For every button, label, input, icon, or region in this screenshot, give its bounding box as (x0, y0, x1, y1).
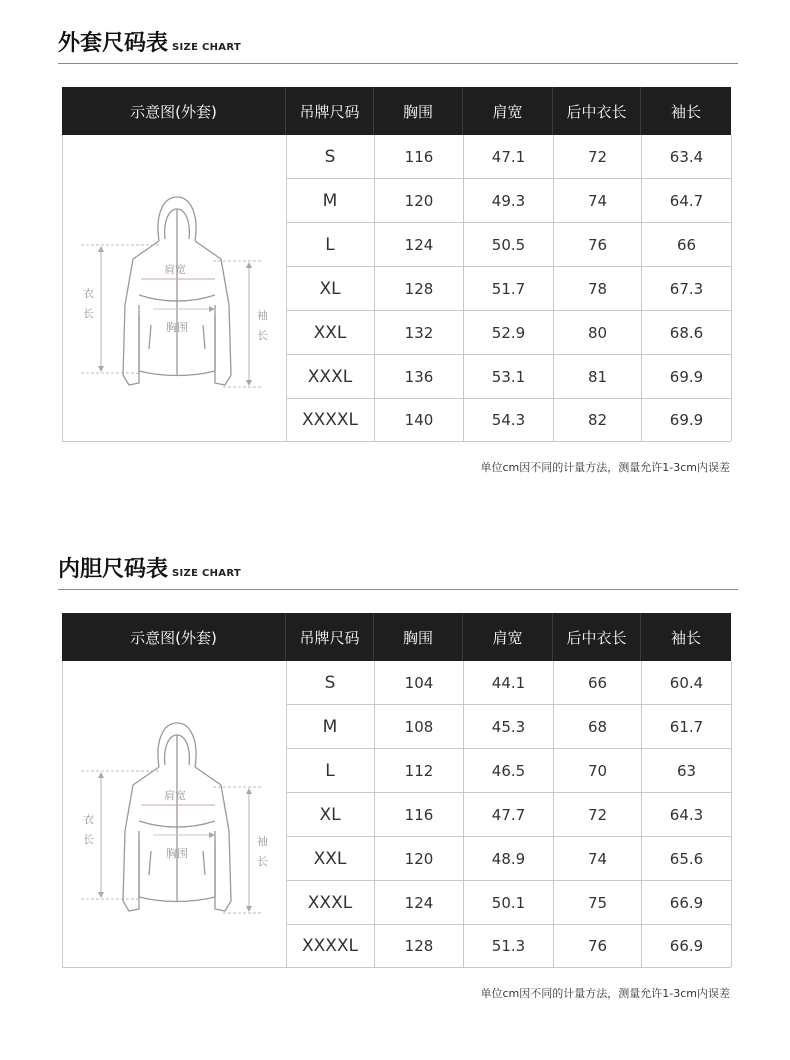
header-size: 吊牌尺码 (286, 613, 374, 661)
chest-cell: 124 (375, 223, 464, 266)
table-row (286, 399, 732, 441)
diagram-label-sleeve-2: 长 (257, 329, 268, 342)
shoulder-cell: 50.5 (464, 223, 554, 266)
shoulder-cell: 51.7 (464, 267, 554, 310)
size-rows (286, 135, 732, 441)
table-row (286, 837, 732, 881)
chest-cell: 140 (375, 399, 464, 441)
shoulder-cell: 49.3 (464, 179, 554, 222)
size-cell: XXXL (286, 881, 375, 924)
table-row (286, 355, 732, 399)
size-cell: S (286, 661, 375, 704)
sleeve-cell: 67.3 (642, 267, 732, 310)
size-cell: M (286, 705, 375, 748)
header-back-length: 后中衣长 (553, 87, 641, 135)
sleeve-cell: 60.4 (642, 661, 732, 704)
back-length-cell: 76 (554, 925, 642, 967)
diagram-label-sleeve-1: 袖 (257, 835, 268, 848)
back-length-cell: 70 (554, 749, 642, 792)
chest-cell: 120 (375, 179, 464, 222)
heading-divider (58, 63, 738, 64)
shoulder-cell: 52.9 (464, 311, 554, 354)
back-length-cell: 82 (554, 399, 642, 441)
back-length-cell: 72 (554, 793, 642, 836)
table-row (286, 267, 732, 311)
chest-cell: 116 (375, 793, 464, 836)
diagram-label-shoulder: 肩宽 (164, 263, 186, 276)
diagram-label-chest: 胸围 (166, 321, 188, 334)
chest-cell: 128 (375, 925, 464, 967)
shoulder-cell: 53.1 (464, 355, 554, 398)
diagram-label-length-1: 衣 (83, 287, 94, 300)
size-cell: XXXXL (286, 925, 375, 967)
table-row (286, 925, 732, 967)
table-header (62, 613, 731, 661)
measurement-note: 单位cm因不同的计量方法，测量允许1-3cm内误差 (480, 461, 730, 474)
sleeve-cell: 64.7 (642, 179, 732, 222)
size-cell: XXXXL (286, 399, 375, 441)
section-heading (58, 552, 241, 582)
chest-cell: 112 (375, 749, 464, 792)
back-length-cell: 66 (554, 661, 642, 704)
measurement-note: 单位cm因不同的计量方法，测量允许1-3cm内误差 (480, 987, 730, 1000)
section-title: 外套尺码表 (58, 31, 169, 56)
chest-cell: 128 (375, 267, 464, 310)
chest-cell: 120 (375, 837, 464, 880)
shoulder-cell: 46.5 (464, 749, 554, 792)
size-rows (286, 661, 732, 967)
table-header (62, 87, 731, 135)
size-cell: XXL (286, 311, 375, 354)
diagram-label-sleeve-1: 袖 (257, 309, 268, 322)
back-length-cell: 80 (554, 311, 642, 354)
back-length-cell: 78 (554, 267, 642, 310)
sleeve-cell: 65.6 (642, 837, 732, 880)
header-size: 吊牌尺码 (286, 87, 374, 135)
table-row (286, 661, 732, 705)
table-row (286, 705, 732, 749)
back-length-cell: 75 (554, 881, 642, 924)
sleeve-cell: 61.7 (642, 705, 732, 748)
shoulder-cell: 54.3 (464, 399, 554, 441)
diagram-label-length-2: 长 (83, 307, 94, 320)
back-length-cell: 76 (554, 223, 642, 266)
shoulder-cell: 47.7 (464, 793, 554, 836)
size-table (62, 613, 731, 968)
table-body (62, 661, 731, 968)
size-cell: XL (286, 267, 375, 310)
section-subtitle: SIZE CHART (172, 42, 242, 53)
header-chest: 胸围 (374, 613, 463, 661)
size-cell: M (286, 179, 375, 222)
size-cell: S (286, 135, 375, 178)
diagram-label-chest: 胸围 (166, 847, 188, 860)
shoulder-cell: 50.1 (464, 881, 554, 924)
heading-divider (58, 589, 738, 590)
back-length-cell: 68 (554, 705, 642, 748)
sleeve-cell: 66.9 (642, 881, 732, 924)
sleeve-cell: 69.9 (642, 355, 732, 398)
size-cell: L (286, 749, 375, 792)
chest-cell: 136 (375, 355, 464, 398)
diagram-label-length-2: 长 (83, 833, 94, 846)
table-row (286, 881, 732, 925)
back-length-cell: 74 (554, 837, 642, 880)
size-table (62, 87, 731, 442)
header-back-length: 后中衣长 (553, 613, 641, 661)
size-cell: XXL (286, 837, 375, 880)
header-shoulder: 肩宽 (463, 613, 553, 661)
sleeve-cell: 66.9 (642, 925, 732, 967)
section-subtitle: SIZE CHART (172, 568, 242, 579)
diagram-label-sleeve-2: 长 (257, 855, 268, 868)
shoulder-cell: 47.1 (464, 135, 554, 178)
diagram-label-shoulder: 肩宽 (164, 789, 186, 802)
table-row (286, 223, 732, 267)
size-cell: XXXL (286, 355, 375, 398)
jacket-outline-illustration (63, 135, 286, 441)
jacket-diagram (63, 661, 287, 967)
header-sleeve: 袖长 (670, 628, 701, 647)
chest-cell: 104 (375, 661, 464, 704)
back-length-cell: 72 (554, 135, 642, 178)
section-title: 内胆尺码表 (58, 557, 169, 582)
sleeve-cell: 63 (642, 749, 732, 792)
section-heading (58, 26, 241, 56)
sleeve-cell: 69.9 (642, 399, 732, 441)
header-sleeve: 袖长 (670, 102, 701, 121)
table-row (286, 135, 732, 179)
back-length-cell: 74 (554, 179, 642, 222)
size-cell: L (286, 223, 375, 266)
back-length-cell: 81 (554, 355, 642, 398)
shoulder-cell: 44.1 (464, 661, 554, 704)
table-row (286, 793, 732, 837)
sleeve-cell: 64.3 (642, 793, 732, 836)
header-chest: 胸围 (374, 87, 463, 135)
diagram-label-length-1: 衣 (83, 813, 94, 826)
chest-cell: 124 (375, 881, 464, 924)
chest-cell: 132 (375, 311, 464, 354)
table-row (286, 311, 732, 355)
sleeve-cell: 66 (642, 223, 732, 266)
shoulder-cell: 48.9 (464, 837, 554, 880)
table-row (286, 749, 732, 793)
sleeve-cell: 68.6 (642, 311, 732, 354)
shoulder-cell: 45.3 (464, 705, 554, 748)
table-body (62, 135, 731, 442)
table-row (286, 179, 732, 223)
sleeve-cell: 63.4 (642, 135, 732, 178)
size-cell: XL (286, 793, 375, 836)
shoulder-cell: 51.3 (464, 925, 554, 967)
chest-cell: 108 (375, 705, 464, 748)
header-diagram: 示意图(外套) (62, 613, 286, 661)
chest-cell: 116 (375, 135, 464, 178)
header-shoulder: 肩宽 (463, 87, 553, 135)
jacket-outline-illustration (63, 661, 286, 967)
jacket-diagram (63, 135, 287, 441)
header-diagram: 示意图(外套) (62, 87, 286, 135)
